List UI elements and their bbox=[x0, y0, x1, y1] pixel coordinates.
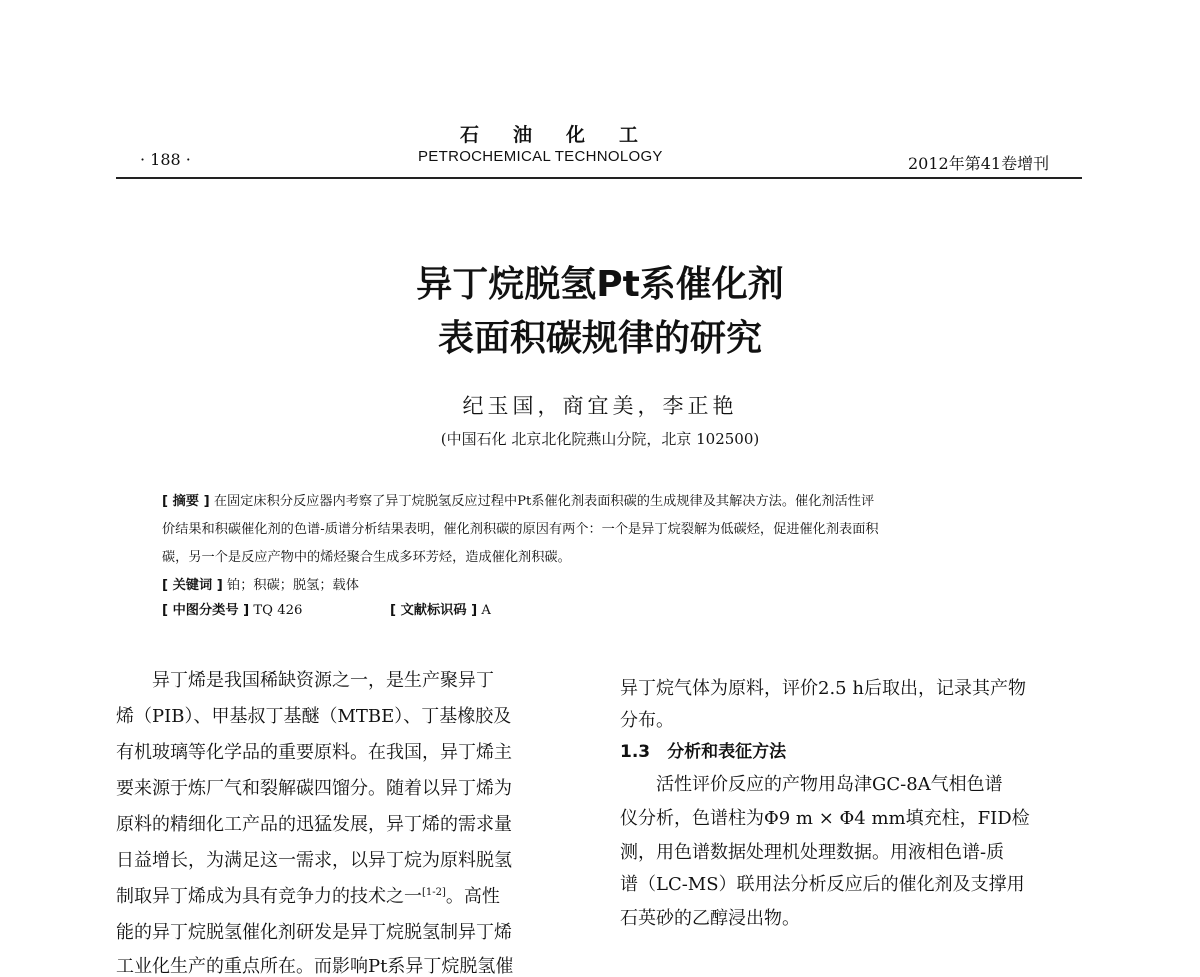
body-left-line: 工业化生产的重点所在。而影响Pt系异丁烷脱氢催 bbox=[116, 956, 514, 977]
section-heading: 1.3 分析和表征方法 bbox=[620, 742, 787, 762]
abstract-text: 在固定床积分反应器内考察了异丁烷脱氢反应过程中Pt系催化剂表面积碳的生成规律及其解决方法。催化剂活性评 bbox=[213, 494, 875, 509]
body-left-line: 有机玻璃等化学品的重要原料。在我国，异丁烯主 bbox=[116, 742, 512, 763]
header-rule bbox=[116, 177, 1082, 179]
body-right-line: 异丁烷气体为原料，评价2.5 h后取出，记录其产物 bbox=[620, 678, 1026, 699]
affiliation: (中国石化 北京北化院燕山分院，北京 102500) bbox=[440, 430, 760, 448]
body-left-line: 异丁烯是我国稀缺资源之一，是生产聚异丁 bbox=[116, 670, 494, 691]
body-left-line: 能的异丁烷脱氢催化剂研发是异丁烷脱氢制异丁烯 bbox=[116, 922, 512, 943]
clc-row bbox=[162, 599, 302, 618]
abstract-line-1 bbox=[162, 490, 874, 509]
body-right-line: 测，用色谱数据处理机处理数据。用液相色谱-质 bbox=[620, 842, 1005, 863]
body-right-line: 谱（LC-MS）联用法分析反应后的催化剂及支撑用 bbox=[620, 874, 1025, 895]
body-right-line: 活性评价反应的产物用岛津GC-8A气相色谱 bbox=[620, 774, 1003, 795]
body-right-line: 仪分析，色谱柱为Φ9 m × Φ4 mm填充柱，FID检 bbox=[620, 808, 1030, 829]
abstract-label: [ 摘要 ] bbox=[162, 494, 210, 509]
document-code-row bbox=[390, 599, 491, 618]
body-right-line: 石英砂的乙醇浸出物。 bbox=[620, 908, 800, 929]
body-left-line: 要来源于炼厂气和裂解碳四馏分。随着以异丁烯为 bbox=[116, 778, 512, 799]
citation-ref: [1-2] bbox=[422, 887, 446, 898]
body-left-text: 制取异丁烯成为具有竞争力的技术之一 bbox=[116, 886, 422, 907]
journal-name-chinese: 石油化工 bbox=[460, 124, 673, 146]
abstract-line-3: 碳，另一个是反应产物中的烯烃聚合生成多环芳烃，造成催化剂积碳。 bbox=[162, 550, 571, 565]
keywords-value: 铂；积碳；脱氢；载体 bbox=[227, 578, 359, 593]
body-right-line: 分布。 bbox=[620, 710, 674, 731]
page-number: · 188 · bbox=[140, 150, 191, 169]
document-code-label: [ 文献标识码 ] bbox=[390, 603, 478, 618]
authors: 纪玉国，商宜美，李正艳 bbox=[462, 394, 738, 418]
clc-value: TQ 426 bbox=[253, 603, 303, 618]
body-left-line: 烯（PIB）、甲基叔丁基醚（MTBE）、丁基橡胶及 bbox=[116, 706, 512, 727]
issue-info: 2012年第41卷增刊 bbox=[908, 154, 1050, 173]
article-title-line-2: 表面积碳规律的研究 bbox=[437, 318, 762, 359]
article-title-line-1: 异丁烷脱氢Pt系催化剂 bbox=[416, 264, 784, 305]
abstract-line-2: 价结果和积碳催化剂的色谱-质谱分析结果表明，催化剂积碳的原因有两个：一个是异丁烷裂解为低碳烃，促进催化剂表面积 bbox=[162, 522, 879, 537]
keywords-label: [ 关键词 ] bbox=[162, 578, 223, 593]
body-left-text: 。高性 bbox=[445, 886, 500, 907]
body-left-line-cited bbox=[116, 888, 500, 906]
journal-name-english: PETROCHEMICAL TECHNOLOGY bbox=[418, 148, 663, 165]
clc-label: [ 中图分类号 ] bbox=[162, 603, 250, 618]
document-code-value: A bbox=[481, 603, 491, 618]
body-left-line: 原料的精细化工产品的迅猛发展，异丁烯的需求量 bbox=[116, 814, 512, 835]
keywords-row bbox=[162, 574, 359, 593]
body-left-line: 日益增长，为满足这一需求，以异丁烷为原料脱氢 bbox=[116, 850, 512, 871]
